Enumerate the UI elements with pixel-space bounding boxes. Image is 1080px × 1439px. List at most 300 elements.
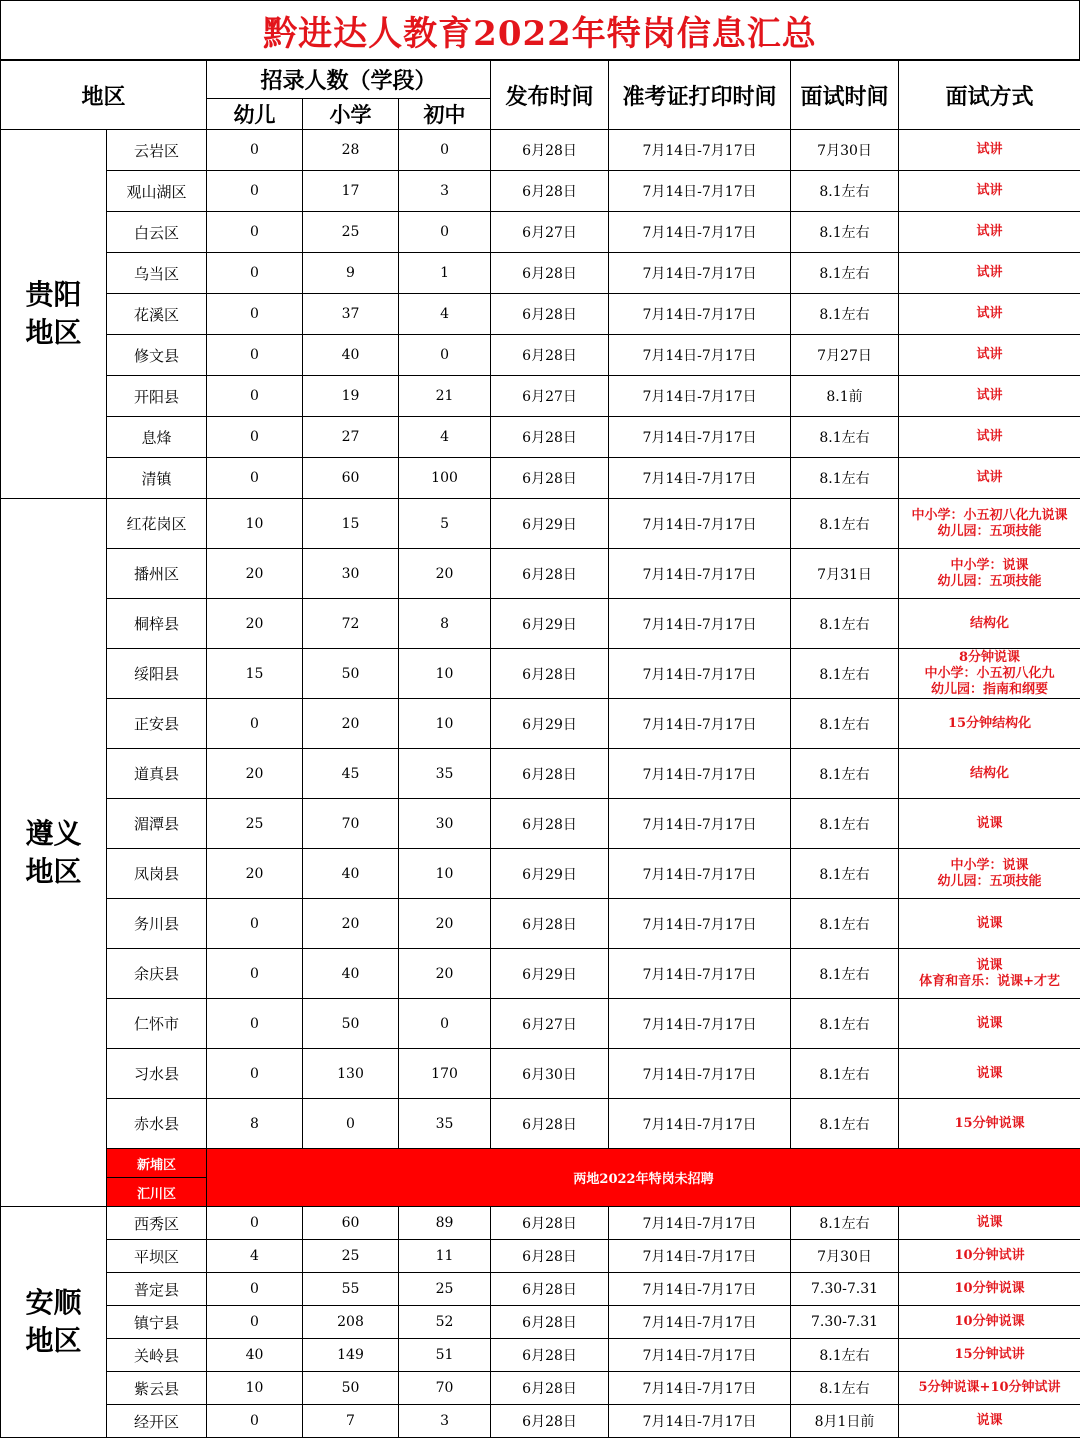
ticket-print-date-line: 7月14日-7月17日 bbox=[642, 716, 757, 733]
publish-date bbox=[491, 130, 609, 171]
primary-count bbox=[303, 1306, 399, 1339]
county-cell bbox=[107, 212, 207, 253]
county-cell bbox=[107, 599, 207, 649]
page-title: 黔进达人教育2022年特岗信息汇总 bbox=[0, 0, 1080, 60]
table-row bbox=[1, 417, 1080, 458]
junior-count bbox=[399, 699, 491, 749]
interview-time-line: 8.1左右 bbox=[819, 666, 870, 683]
primary-count bbox=[303, 212, 399, 253]
junior-count bbox=[399, 1372, 491, 1405]
table-row bbox=[1, 253, 1080, 294]
primary-count-line: 149 bbox=[337, 1347, 364, 1363]
interview-time bbox=[791, 649, 899, 699]
interview-method bbox=[899, 1372, 1080, 1405]
ticket-print-date bbox=[609, 1099, 791, 1149]
banner-message-line: 两地2022年特岗未招聘 bbox=[573, 1172, 714, 1187]
ticket-print-date bbox=[609, 1306, 791, 1339]
county-cell-line: 道真县 bbox=[134, 765, 180, 783]
interview-time bbox=[791, 1405, 899, 1438]
interview-method-line: 试讲 bbox=[976, 306, 1003, 321]
header-primary: 小学 bbox=[303, 99, 399, 130]
kindergarten-count bbox=[207, 749, 303, 799]
publish-date bbox=[491, 899, 609, 949]
county-cell bbox=[107, 253, 207, 294]
interview-time-line: 8.1左右 bbox=[819, 916, 870, 933]
junior-count-line: 0 bbox=[440, 224, 449, 240]
junior-count-line: 89 bbox=[435, 1215, 454, 1231]
interview-method bbox=[899, 849, 1080, 899]
ticket-print-date-line: 7月14日-7月17日 bbox=[642, 389, 757, 405]
junior-count-line: 1 bbox=[440, 265, 449, 281]
junior-count-line: 4 bbox=[440, 306, 449, 322]
interview-time bbox=[791, 212, 899, 253]
county-cell bbox=[107, 171, 207, 212]
ticket-print-date bbox=[609, 499, 791, 549]
publish-date bbox=[491, 699, 609, 749]
primary-count-line: 55 bbox=[341, 1281, 360, 1297]
interview-method-line: 幼儿园：五项技能 bbox=[937, 873, 1042, 889]
interview-time bbox=[791, 1049, 899, 1099]
county-cell-line: 普定县 bbox=[134, 1280, 180, 1299]
banner-message bbox=[207, 1149, 1080, 1207]
kindergarten-count-line: 0 bbox=[250, 183, 259, 199]
primary-count bbox=[303, 171, 399, 212]
county-cell-line: 白云区 bbox=[134, 223, 180, 242]
header-junior: 初中 bbox=[399, 99, 491, 130]
primary-count bbox=[303, 335, 399, 376]
junior-count bbox=[399, 417, 491, 458]
kindergarten-count-line: 10 bbox=[245, 1380, 264, 1396]
primary-count bbox=[303, 1339, 399, 1372]
primary-count bbox=[303, 549, 399, 599]
table-row bbox=[1, 1405, 1080, 1438]
region-name bbox=[1, 1207, 107, 1438]
publish-date-line: 6月28日 bbox=[522, 816, 577, 833]
county-cell-line: 清镇 bbox=[141, 469, 172, 488]
county-cell-line: 修文县 bbox=[134, 346, 180, 365]
kindergarten-count-line: 0 bbox=[250, 915, 259, 932]
interview-method bbox=[899, 1049, 1080, 1099]
interview-time bbox=[791, 1273, 899, 1306]
interview-method bbox=[899, 649, 1080, 699]
primary-count bbox=[303, 999, 399, 1049]
kindergarten-count-line: 0 bbox=[250, 388, 259, 404]
ticket-print-date-line: 7月14日-7月17日 bbox=[642, 1216, 757, 1232]
ticket-print-date-line: 7月14日-7月17日 bbox=[642, 1315, 757, 1331]
junior-count bbox=[399, 1273, 491, 1306]
publish-date bbox=[491, 1339, 609, 1372]
interview-time-line: 8.1左右 bbox=[819, 816, 870, 833]
table-row bbox=[1, 335, 1080, 376]
county-cell-line: 正安县 bbox=[134, 715, 180, 733]
primary-count-line: 25 bbox=[341, 224, 360, 240]
junior-count-line: 25 bbox=[435, 1281, 454, 1297]
county-cell bbox=[107, 335, 207, 376]
interview-time-line: 8.1左右 bbox=[819, 616, 870, 633]
interview-method-line: 体育和音乐：说课+才艺 bbox=[919, 973, 1060, 989]
table-row bbox=[1, 130, 1080, 171]
primary-count-line: 9 bbox=[346, 265, 355, 281]
ticket-print-date bbox=[609, 1339, 791, 1372]
ticket-print-date-line: 7月14日-7月17日 bbox=[642, 966, 757, 983]
interview-method-line: 结构化 bbox=[970, 615, 1010, 631]
interview-time-line: 8.1左右 bbox=[819, 471, 870, 487]
ticket-print-date bbox=[609, 999, 791, 1049]
primary-count-line: 17 bbox=[341, 183, 360, 199]
ticket-print-date-line: 7月14日-7月17日 bbox=[642, 1381, 757, 1397]
kindergarten-count-line: 20 bbox=[245, 615, 264, 632]
kindergarten-count-line: 0 bbox=[250, 265, 259, 281]
county-cell bbox=[107, 1372, 207, 1405]
junior-count bbox=[399, 749, 491, 799]
kindergarten-count bbox=[207, 130, 303, 171]
interview-time-line: 8.1左右 bbox=[819, 766, 870, 783]
publish-date bbox=[491, 749, 609, 799]
primary-count-line: 50 bbox=[341, 665, 360, 682]
table-row bbox=[1, 749, 1080, 799]
header-publish: 发布时间 bbox=[491, 61, 609, 130]
kindergarten-count bbox=[207, 171, 303, 212]
kindergarten-count bbox=[207, 253, 303, 294]
region-name-line: 贵阳 bbox=[25, 278, 82, 311]
interview-method-line: 说课 bbox=[976, 815, 1003, 831]
publish-date-line: 6月28日 bbox=[522, 766, 577, 783]
ticket-print-date bbox=[609, 130, 791, 171]
table-row bbox=[1, 549, 1080, 599]
publish-date-line: 6月28日 bbox=[522, 1414, 577, 1430]
kindergarten-count bbox=[207, 899, 303, 949]
table-header bbox=[1, 61, 1080, 130]
kindergarten-count-line: 8 bbox=[250, 1115, 259, 1132]
table-body bbox=[1, 130, 1080, 1438]
county-cell bbox=[107, 1405, 207, 1438]
junior-count-line: 0 bbox=[440, 347, 449, 363]
junior-count-line: 10 bbox=[435, 865, 454, 882]
county-cell bbox=[107, 999, 207, 1049]
region-name-line: 安顺 bbox=[25, 1286, 82, 1319]
interview-method bbox=[899, 294, 1080, 335]
header-interview-time: 面试时间 bbox=[791, 61, 899, 130]
ticket-print-date bbox=[609, 699, 791, 749]
interview-time bbox=[791, 171, 899, 212]
interview-time bbox=[791, 899, 899, 949]
ticket-print-date bbox=[609, 649, 791, 699]
interview-time bbox=[791, 599, 899, 649]
interview-time bbox=[791, 799, 899, 849]
primary-count bbox=[303, 799, 399, 849]
header-recruit: 招录人数（学段） bbox=[207, 61, 491, 99]
kindergarten-count bbox=[207, 499, 303, 549]
primary-count bbox=[303, 1099, 399, 1149]
interview-method-line: 说课 bbox=[976, 957, 1003, 973]
junior-count-line: 20 bbox=[435, 965, 454, 982]
kindergarten-count bbox=[207, 1240, 303, 1273]
county-cell bbox=[107, 799, 207, 849]
interview-time bbox=[791, 1372, 899, 1405]
ticket-print-date bbox=[609, 749, 791, 799]
primary-count bbox=[303, 1405, 399, 1438]
publish-date-line: 6月28日 bbox=[522, 307, 577, 323]
primary-count-line: 27 bbox=[341, 429, 360, 445]
county-cell-line: 开阳县 bbox=[134, 387, 180, 406]
table-row bbox=[1, 1207, 1080, 1240]
header-interview-method: 面试方式 bbox=[899, 61, 1080, 130]
kindergarten-count bbox=[207, 1405, 303, 1438]
interview-time-line: 8.1左右 bbox=[819, 307, 870, 323]
interview-method-line: 幼儿园：五项技能 bbox=[937, 573, 1042, 589]
table-row bbox=[1, 599, 1080, 649]
interview-method bbox=[899, 335, 1080, 376]
kindergarten-count bbox=[207, 549, 303, 599]
publish-date-line: 6月29日 bbox=[522, 866, 577, 883]
primary-count-line: 20 bbox=[341, 915, 360, 932]
junior-count bbox=[399, 899, 491, 949]
junior-count-line: 70 bbox=[435, 1380, 454, 1396]
junior-count bbox=[399, 335, 491, 376]
primary-count-line: 72 bbox=[341, 615, 360, 632]
junior-count-line: 170 bbox=[431, 1065, 458, 1082]
primary-count bbox=[303, 499, 399, 549]
ticket-print-date bbox=[609, 458, 791, 499]
interview-method-line: 5分钟说课+10分钟试讲 bbox=[918, 1380, 1061, 1395]
ticket-print-date bbox=[609, 1049, 791, 1099]
ticket-print-date-line: 7月14日-7月17日 bbox=[642, 184, 757, 200]
interview-time bbox=[791, 417, 899, 458]
junior-count bbox=[399, 1099, 491, 1149]
publish-date-line: 6月28日 bbox=[522, 1216, 577, 1232]
interview-method bbox=[899, 171, 1080, 212]
county-cell-line: 播州区 bbox=[134, 565, 180, 583]
primary-count bbox=[303, 1372, 399, 1405]
ticket-print-date-line: 7月14日-7月17日 bbox=[642, 1116, 757, 1133]
county-cell bbox=[107, 749, 207, 799]
county-cell-line: 紫云县 bbox=[134, 1379, 180, 1398]
ticket-print-date bbox=[609, 1372, 791, 1405]
kindergarten-count-line: 0 bbox=[250, 347, 259, 363]
ticket-print-date-line: 7月14日-7月17日 bbox=[642, 1282, 757, 1298]
publish-date bbox=[491, 499, 609, 549]
primary-count-line: 130 bbox=[337, 1065, 364, 1082]
kindergarten-count bbox=[207, 649, 303, 699]
county-cell-line: 务川县 bbox=[134, 915, 180, 933]
interview-method-line: 10分钟说课 bbox=[954, 1281, 1025, 1296]
primary-count-line: 30 bbox=[341, 565, 360, 582]
kindergarten-count-line: 0 bbox=[250, 429, 259, 445]
interview-method-line: 幼儿园：指南和纲要 bbox=[931, 681, 1049, 697]
interview-time-line: 8.1左右 bbox=[819, 866, 870, 883]
interview-method-line: 试讲 bbox=[976, 224, 1003, 239]
kindergarten-count bbox=[207, 1207, 303, 1240]
interview-method bbox=[899, 1240, 1080, 1273]
primary-count-line: 19 bbox=[341, 388, 360, 404]
county-cell bbox=[107, 1240, 207, 1273]
publish-date bbox=[491, 417, 609, 458]
publish-date bbox=[491, 335, 609, 376]
interview-method-line: 说课 bbox=[976, 1015, 1003, 1031]
kindergarten-count-line: 0 bbox=[250, 965, 259, 982]
publish-date-line: 6月28日 bbox=[522, 266, 577, 282]
publish-date-line: 6月28日 bbox=[522, 916, 577, 933]
kindergarten-count-line: 0 bbox=[250, 1065, 259, 1082]
publish-date bbox=[491, 1207, 609, 1240]
county-cell-line: 镇宁县 bbox=[134, 1313, 180, 1332]
interview-time bbox=[791, 849, 899, 899]
interview-method-line: 幼儿园：五项技能 bbox=[937, 523, 1042, 539]
publish-date-line: 6月29日 bbox=[522, 966, 577, 983]
interview-method-line: 8分钟说课 bbox=[959, 649, 1021, 665]
ticket-print-date bbox=[609, 949, 791, 999]
primary-count bbox=[303, 1207, 399, 1240]
junior-count-line: 35 bbox=[435, 765, 454, 782]
interview-method bbox=[899, 699, 1080, 749]
publish-date bbox=[491, 212, 609, 253]
junior-count-line: 20 bbox=[435, 915, 454, 932]
interview-time-line: 7月31日 bbox=[817, 566, 872, 583]
interview-method bbox=[899, 1273, 1080, 1306]
interview-time bbox=[791, 699, 899, 749]
county-cell-line: 关岭县 bbox=[134, 1346, 180, 1365]
table-row bbox=[1, 1049, 1080, 1099]
interview-method-line: 说课 bbox=[976, 1065, 1003, 1081]
kindergarten-count-line: 0 bbox=[250, 470, 259, 486]
region-name-line: 遵义 bbox=[25, 816, 82, 850]
ticket-print-date bbox=[609, 417, 791, 458]
ticket-print-date-line: 7月14日-7月17日 bbox=[642, 266, 757, 282]
ticket-print-date-line: 7月14日-7月17日 bbox=[642, 866, 757, 883]
junior-count bbox=[399, 949, 491, 999]
interview-method-line: 中小学：说课 bbox=[950, 857, 1029, 873]
junior-count-line: 3 bbox=[440, 1413, 449, 1429]
county-cell-line: 花溪区 bbox=[134, 305, 180, 324]
interview-time bbox=[791, 294, 899, 335]
table-row bbox=[1, 899, 1080, 949]
junior-count bbox=[399, 1339, 491, 1372]
primary-count bbox=[303, 130, 399, 171]
kindergarten-count bbox=[207, 212, 303, 253]
county-cell bbox=[107, 1207, 207, 1240]
primary-count-line: 37 bbox=[341, 306, 360, 322]
ticket-print-date bbox=[609, 171, 791, 212]
primary-count-line: 28 bbox=[341, 142, 360, 158]
table-row bbox=[1, 699, 1080, 749]
publish-date bbox=[491, 849, 609, 899]
publish-date-line: 6月28日 bbox=[522, 1282, 577, 1298]
banner-county bbox=[107, 1178, 207, 1207]
interview-method bbox=[899, 1207, 1080, 1240]
junior-count bbox=[399, 212, 491, 253]
junior-count bbox=[399, 649, 491, 699]
interview-method-line: 试讲 bbox=[976, 183, 1003, 198]
junior-count-line: 0 bbox=[440, 142, 449, 158]
kindergarten-count-line: 20 bbox=[245, 565, 264, 582]
table-row bbox=[1, 294, 1080, 335]
interview-method bbox=[899, 949, 1080, 999]
county-cell bbox=[107, 549, 207, 599]
ticket-print-date-line: 7月14日-7月17日 bbox=[642, 516, 757, 533]
primary-count bbox=[303, 749, 399, 799]
county-cell bbox=[107, 1099, 207, 1149]
ticket-print-date bbox=[609, 1405, 791, 1438]
primary-count-line: 45 bbox=[341, 765, 360, 782]
header-area: 地区 bbox=[1, 61, 207, 130]
interview-time-line: 7月30日 bbox=[817, 143, 872, 159]
region-name-line: 地区 bbox=[25, 1324, 82, 1357]
interview-time-line: 8.1左右 bbox=[819, 184, 870, 200]
publish-date bbox=[491, 799, 609, 849]
publish-date bbox=[491, 1240, 609, 1273]
primary-count-line: 70 bbox=[341, 815, 360, 832]
interview-time-line: 8.1左右 bbox=[819, 1348, 870, 1364]
interview-method bbox=[899, 417, 1080, 458]
interview-time bbox=[791, 549, 899, 599]
kindergarten-count bbox=[207, 417, 303, 458]
ticket-print-date bbox=[609, 799, 791, 849]
interview-time-line: 8.1左右 bbox=[819, 966, 870, 983]
interview-method bbox=[899, 212, 1080, 253]
junior-count bbox=[399, 1306, 491, 1339]
table-row bbox=[1, 458, 1080, 499]
junior-count-line: 30 bbox=[435, 815, 454, 832]
county-cell-line: 观山湖区 bbox=[126, 182, 187, 201]
primary-count bbox=[303, 849, 399, 899]
publish-date bbox=[491, 1306, 609, 1339]
ticket-print-date-line: 7月14日-7月17日 bbox=[642, 307, 757, 323]
county-cell-line: 凤岗县 bbox=[134, 865, 180, 883]
publish-date-line: 6月28日 bbox=[522, 430, 577, 446]
ticket-print-date-line: 7月14日-7月17日 bbox=[642, 1414, 757, 1430]
interview-time-line: 7月27日 bbox=[817, 348, 872, 364]
interview-method-line: 试讲 bbox=[976, 388, 1003, 403]
interview-method bbox=[899, 749, 1080, 799]
county-cell-line: 云岩区 bbox=[134, 141, 180, 160]
primary-count-line: 60 bbox=[341, 1215, 360, 1231]
county-cell bbox=[107, 649, 207, 699]
junior-count bbox=[399, 253, 491, 294]
county-cell-line: 赤水县 bbox=[134, 1115, 180, 1133]
junior-count-line: 21 bbox=[435, 388, 454, 404]
kindergarten-count bbox=[207, 294, 303, 335]
publish-date bbox=[491, 1099, 609, 1149]
ticket-print-date-line: 7月14日-7月17日 bbox=[642, 566, 757, 583]
interview-method bbox=[899, 899, 1080, 949]
publish-date bbox=[491, 1372, 609, 1405]
publish-date bbox=[491, 458, 609, 499]
publish-date bbox=[491, 253, 609, 294]
interview-time-line: 8.1前 bbox=[826, 389, 863, 405]
kindergarten-count bbox=[207, 335, 303, 376]
interview-method-line: 试讲 bbox=[976, 347, 1003, 362]
primary-count bbox=[303, 1240, 399, 1273]
county-cell-line: 经开区 bbox=[134, 1412, 180, 1431]
publish-date bbox=[491, 1273, 609, 1306]
interview-time bbox=[791, 949, 899, 999]
kindergarten-count bbox=[207, 949, 303, 999]
junior-count-line: 5 bbox=[440, 515, 449, 532]
kindergarten-count-line: 0 bbox=[250, 1281, 259, 1297]
interview-method bbox=[899, 1405, 1080, 1438]
table-row bbox=[1, 1306, 1080, 1339]
kindergarten-count bbox=[207, 849, 303, 899]
publish-date-line: 6月28日 bbox=[522, 1381, 577, 1397]
junior-count bbox=[399, 799, 491, 849]
interview-time bbox=[791, 1306, 899, 1339]
kindergarten-count bbox=[207, 999, 303, 1049]
publish-date-line: 6月27日 bbox=[522, 389, 577, 405]
junior-count-line: 3 bbox=[440, 183, 449, 199]
table-row bbox=[1, 999, 1080, 1049]
primary-count bbox=[303, 599, 399, 649]
interview-method-line: 中小学：小五初八化九 bbox=[924, 665, 1055, 681]
